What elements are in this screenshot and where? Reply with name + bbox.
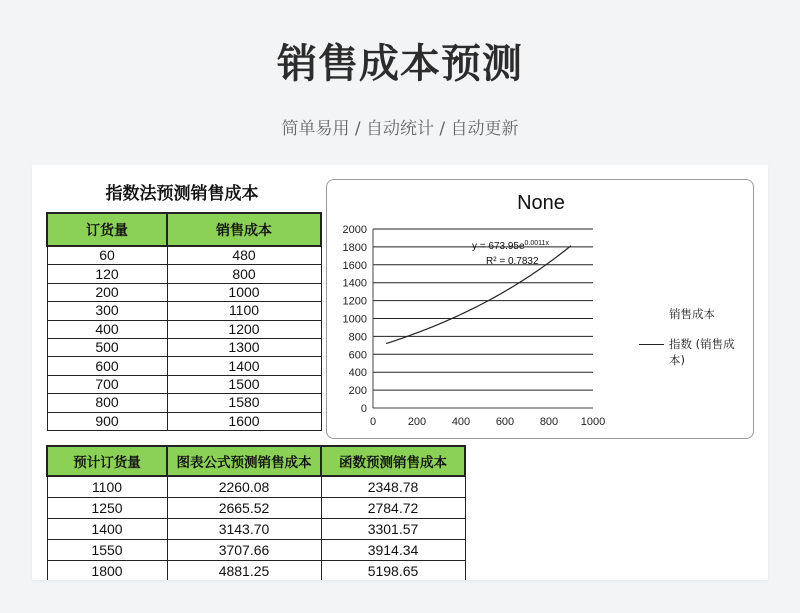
table-cell[interactable]: 2260.08: [167, 476, 321, 498]
r-squared-label: R² = 0.7832: [486, 256, 539, 267]
header-chart-forecast[interactable]: 图表公式预测销售成本: [167, 446, 321, 476]
trendline-series: [386, 246, 571, 344]
table-cell[interactable]: 900: [47, 412, 167, 430]
header-expected-qty[interactable]: 预计订货量: [47, 446, 167, 476]
table-cell[interactable]: 2348.78: [321, 476, 465, 498]
y-tick-label: 2000: [342, 224, 367, 236]
table-cell[interactable]: 480: [167, 246, 321, 265]
y-tick-label: 1800: [342, 241, 367, 254]
x-tick-label: 400: [451, 416, 471, 428]
legend-title: 销售成本: [669, 307, 715, 321]
chart-title: None: [517, 192, 565, 214]
order-cost-table: [46, 212, 322, 431]
table-cell[interactable]: 5198.65: [321, 561, 465, 581]
equation-exponent: 0.0011x: [524, 240, 549, 247]
y-tick-label: 1600: [342, 259, 367, 272]
table-cell[interactable]: 3914.34: [321, 540, 465, 561]
table-cell[interactable]: 800: [167, 265, 321, 283]
header-sales-cost[interactable]: 销售成本: [167, 213, 321, 246]
table-row: [47, 357, 321, 375]
x-tick-label: 0: [369, 416, 377, 428]
y-tick-label: 200: [348, 385, 367, 398]
table-row: [47, 540, 465, 561]
table-cell[interactable]: 120: [47, 265, 167, 283]
y-tick-label: 1400: [342, 277, 367, 290]
y-tick-label: 600: [348, 349, 367, 362]
table-cell[interactable]: 1500: [167, 375, 321, 393]
table-cell[interactable]: 1100: [167, 302, 321, 320]
legend-line-swatch: [639, 344, 664, 345]
table-cell[interactable]: 3143.70: [167, 519, 321, 540]
table-row: [47, 283, 321, 301]
table-row: [47, 498, 465, 519]
y-tick-label: 1000: [342, 313, 367, 326]
page-title: 销售成本预测: [277, 41, 523, 87]
table-cell[interactable]: 700: [47, 375, 167, 393]
y-tick-label: 400: [348, 367, 367, 380]
equation-base: y = 673.95e: [472, 241, 525, 252]
table-row: [47, 476, 465, 498]
x-tick-label: 800: [539, 416, 559, 428]
header-order-qty[interactable]: 订货量: [47, 213, 167, 246]
table-cell[interactable]: 3301.57: [321, 519, 465, 540]
x-tick-label: 1000: [580, 416, 606, 428]
table-row: [47, 246, 321, 265]
table-cell[interactable]: 1400: [167, 357, 321, 375]
table-row: [47, 412, 321, 430]
table-cell[interactable]: 1550: [47, 540, 167, 561]
x-tick-label: 600: [495, 416, 515, 428]
table-cell[interactable]: 1000: [167, 283, 321, 301]
table-cell[interactable]: 1400: [47, 519, 167, 540]
table-row: [47, 302, 321, 320]
table-cell[interactable]: 4881.25: [167, 561, 321, 581]
y-tick-label: 800: [348, 331, 367, 344]
table-cell[interactable]: 60: [47, 246, 167, 265]
trend-chart[interactable]: [326, 179, 754, 439]
table-row: [47, 338, 321, 356]
table-cell[interactable]: 2665.52: [167, 498, 321, 519]
table1-title: 指数法预测销售成本: [105, 184, 259, 204]
table-cell[interactable]: 1600: [167, 412, 321, 430]
table-cell[interactable]: 1100: [47, 476, 167, 498]
table-cell[interactable]: 3707.66: [167, 540, 321, 561]
table-cell[interactable]: 200: [47, 283, 167, 301]
table-cell[interactable]: 2784.72: [321, 498, 465, 519]
table-cell[interactable]: 600: [47, 357, 167, 375]
table-cell[interactable]: 1250: [47, 498, 167, 519]
legend-entry: 指数 (销售成本): [669, 337, 735, 367]
forecast-table: [46, 445, 466, 580]
table-cell[interactable]: 1200: [167, 320, 321, 338]
table-row: [47, 375, 321, 393]
table-cell[interactable]: 800: [47, 394, 167, 412]
x-tick-label: 200: [407, 416, 427, 428]
y-tick-label: 1200: [342, 295, 367, 308]
table-row: [47, 265, 321, 283]
page-subtitle: 简单易用 / 自动统计 / 自动更新: [281, 119, 519, 139]
table-row: [47, 519, 465, 540]
table-row: [47, 394, 321, 412]
table-cell[interactable]: 1300: [167, 338, 321, 356]
table-cell[interactable]: 1580: [167, 394, 321, 412]
header-function-forecast[interactable]: 函数预测销售成本: [321, 446, 465, 476]
spreadsheet-preview: [32, 165, 768, 580]
table-cell[interactable]: 400: [47, 320, 167, 338]
table-row: [47, 561, 465, 581]
table-cell[interactable]: 500: [47, 338, 167, 356]
table-cell[interactable]: 1800: [47, 561, 167, 581]
table-row: [47, 320, 321, 338]
table-cell[interactable]: 300: [47, 302, 167, 320]
y-tick-label: 0: [360, 403, 367, 415]
trendline-equation: [472, 240, 549, 252]
